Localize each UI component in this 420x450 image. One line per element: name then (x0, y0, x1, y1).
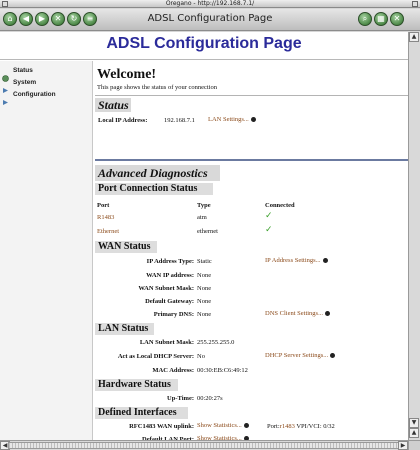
defined-interfaces-heading: Defined Interfaces (95, 407, 188, 419)
lan-settings-label: LAN Settings... (208, 116, 249, 123)
reload-icon[interactable]: ↻ (67, 12, 81, 26)
vertical-scrollbar[interactable] (408, 32, 420, 440)
bookmark-icon[interactable]: ▦ (374, 12, 388, 26)
welcome-heading: Welcome! (97, 67, 157, 82)
sidebar-item-label: Configuration (13, 90, 56, 98)
sidebar-item-label: Status (13, 66, 33, 74)
uptime-value: 00:20:27s (197, 395, 223, 402)
main-content (95, 61, 408, 440)
dhcp-value: No (197, 353, 205, 360)
connected-check-icon: ✓ (265, 211, 273, 221)
scroll-right-icon[interactable]: ▶ (398, 441, 408, 450)
port-type: atm (197, 214, 207, 221)
forward-icon[interactable]: ▶ (35, 12, 49, 26)
triangle-icon (2, 79, 9, 86)
horizontal-scrollbar[interactable] (0, 440, 408, 450)
hardware-status-heading: Hardware Status (95, 379, 178, 391)
wan-uplink-label: RFC1483 WAN uplink: (129, 423, 194, 430)
go-arrow-icon (325, 311, 330, 316)
wan-mask-label: WAN Subnet Mask: (138, 285, 194, 292)
gateway-value: None (197, 298, 212, 305)
wan-ip-label: WAN IP address: (146, 272, 194, 279)
scroll-up-icon[interactable]: ▲ (409, 32, 419, 42)
ip-type-label: IP Address Type: (146, 258, 194, 265)
ip-address-settings-link[interactable] (265, 257, 328, 264)
page-title: ADSL Configuration Page (106, 35, 302, 52)
window-title: Oregano - http://192.168.7.1/ (165, 0, 255, 7)
ip-address-settings-label: IP Address Settings... (265, 257, 321, 264)
dns-client-settings-label: DNS Client Settings... (265, 310, 323, 317)
mac-value: 00:30:EB:C6:49:12 (197, 367, 248, 374)
triangle-icon (2, 91, 9, 98)
sidebar-item-system[interactable] (2, 77, 36, 87)
dns-label: Primary DNS: (153, 311, 194, 318)
sidebar-item-label: System (13, 78, 37, 86)
window-zoom-box[interactable] (412, 1, 418, 7)
port-link-ethernet[interactable]: Ethernet (97, 228, 120, 235)
port-status-heading: Port Connection Status (95, 183, 213, 195)
wan-port-info (267, 423, 335, 430)
stop-icon[interactable]: ✕ (51, 12, 65, 26)
lan-status-heading: LAN Status (95, 323, 154, 335)
mac-label: MAC Address: (152, 367, 194, 374)
dhcp-label: Act as Local DHCP Server: (117, 353, 194, 360)
hotlist-icon[interactable]: ≡ (83, 12, 97, 26)
go-arrow-icon (330, 353, 335, 358)
local-ip-label: Local IP Address: (98, 117, 148, 124)
go-arrow-icon (251, 117, 256, 122)
sidebar-item-configuration[interactable] (2, 89, 56, 99)
dhcp-server-settings-link[interactable] (265, 352, 335, 359)
lan-settings-link[interactable] (208, 116, 256, 123)
dns-client-settings-link[interactable] (265, 310, 330, 317)
connected-check-icon: ✓ (265, 225, 273, 235)
sidebar-item-status[interactable] (2, 65, 33, 75)
lan-show-statistics-label: Show Statistics... (197, 435, 242, 440)
web-page (0, 32, 408, 440)
gateway-label: Default Gateway: (145, 298, 194, 305)
type-column-header: Type (197, 202, 211, 209)
dhcp-server-settings-label: DHCP Server Settings... (265, 352, 329, 359)
sidebar (0, 61, 93, 440)
port-link-r1483[interactable]: R1483 (97, 214, 115, 221)
lan-mask-value: 255.255.255.0 (197, 339, 235, 346)
wan-show-statistics-link[interactable] (197, 422, 249, 429)
advanced-diagnostics-heading: Advanced Diagnostics (95, 165, 220, 181)
wan-status-heading: WAN Status (95, 241, 157, 253)
wan-show-statistics-label: Show Statistics... (197, 422, 242, 429)
toolbar-page-title: ADSL Configuration Page (147, 13, 273, 24)
default-lan-port-label: Default LAN Port: (142, 436, 194, 440)
back-icon[interactable]: ◀ (19, 12, 33, 26)
wan-mask-value: None (197, 285, 212, 292)
wan-port-prefix: Port: (267, 423, 280, 430)
wan-vpi-vci: VPI/VCI: 0/32 (296, 423, 335, 430)
go-arrow-icon (323, 258, 328, 263)
lan-mask-label: LAN Subnet Mask: (139, 339, 194, 346)
scroll-up-small-icon[interactable]: ▲ (409, 428, 419, 438)
search-icon[interactable]: ⌕ (358, 12, 372, 26)
page-header (0, 32, 408, 60)
local-ip-value: 192.168.7.1 (164, 117, 195, 124)
connected-column-header: Connected (265, 202, 295, 209)
globe-icon (2, 67, 9, 74)
welcome-description: This page shows the status of your connection (97, 84, 218, 91)
horizontal-scroll-thumb[interactable] (8, 442, 400, 449)
scroll-left-icon[interactable]: ◀ (0, 441, 10, 450)
close-icon[interactable]: ✕ (390, 12, 404, 26)
wan-ip-value: None (197, 272, 212, 279)
uptime-label: Up-Time: (167, 395, 194, 402)
dns-value: None (197, 311, 212, 318)
window-title-bar[interactable] (0, 0, 420, 8)
port-type: ethernet (197, 228, 218, 235)
window-close-box[interactable] (2, 1, 8, 7)
browser-toolbar (0, 9, 420, 31)
wan-port-link[interactable]: r1483 (279, 423, 295, 430)
ip-type-value: Static (197, 258, 212, 265)
status-heading: Status (95, 98, 131, 112)
home-icon[interactable]: ⌂ (3, 12, 17, 26)
divider (95, 159, 408, 161)
divider (95, 95, 408, 96)
port-column-header: Port (97, 202, 110, 209)
scroll-down-icon[interactable]: ▼ (409, 418, 419, 428)
resize-corner[interactable] (408, 440, 420, 450)
go-arrow-icon (244, 423, 249, 428)
